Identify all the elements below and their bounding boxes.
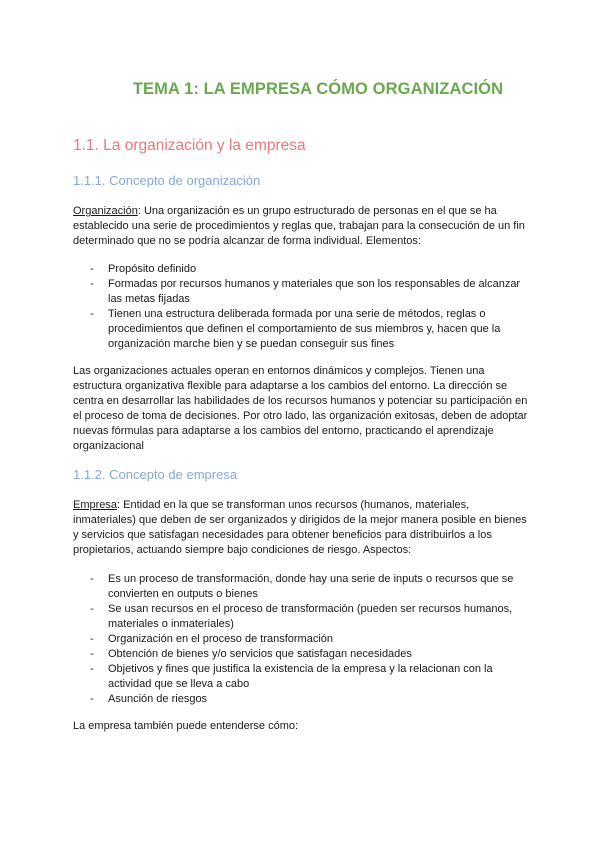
bullet-dash: - [90, 573, 94, 585]
bullet-dash: - [90, 308, 94, 320]
list-item [73, 692, 533, 707]
empresa-definition [73, 498, 533, 558]
term-empresa: Empresa [73, 499, 118, 511]
organizaciones-actuales-paragraph: Las organizaciones actuales operan en entornos dinámicos y complejos. Tienen una estructura organizativa flexible para adaptarse a los cambios del entorno. La dirección se centra en desarrollar las habilidades de los recursos humanos y potenciar su participación en el proceso de toma de decisiones. Por otro lado, las organización exitosas, deben de adoptar nuevas fórmulas para adaptarse a los cambios del entorno, practicando el aprendizaje organizacional [73, 365, 528, 452]
empresa-aspects-list [73, 572, 533, 707]
list-item [73, 307, 533, 352]
page-title: TEMA 1: LA EMPRESA CÓMO ORGANIZACIÓN [132, 80, 504, 98]
list-item-text: Asunción de riesgos [108, 693, 208, 705]
list-item-text: Obtención de bienes y/o servicios que satisfagan necesidades [108, 648, 412, 660]
list-item [73, 262, 533, 277]
list-item [73, 647, 533, 662]
term-organizacion: Organización [73, 205, 138, 217]
bullet-dash: - [90, 648, 94, 660]
bullet-dash: - [90, 633, 94, 645]
subsection-heading-1-1-1: 1.1.1. Concepto de organización [73, 173, 261, 188]
list-item-text: Objetivos y fines que justifica la existencia de la empresa y la relacionan con la actividad que se lleva a cabo [108, 663, 493, 690]
list-item [73, 662, 533, 692]
list-item-text: Propósito definido [108, 263, 197, 275]
bullet-dash: - [90, 663, 94, 675]
list-item-text: Es un proceso de transformación, donde hay una serie de inputs o recursos que se convierten en outputs o bienes [108, 573, 514, 600]
organizacion-definition-text: : Una organización es un grupo estructurado de personas en el que se ha establecido una serie de procedimientos y reglas que, trabajan para la consecución de un fin determinado que no se podría alcanzar de forma individual. Elementos: [73, 205, 525, 247]
section-heading-1-1: 1.1. La organización y la empresa [73, 137, 306, 154]
list-item [73, 602, 533, 632]
list-item-text: Organización en el proceso de transformación [108, 633, 334, 645]
empresa-definition-text: : Entidad en la que se transforman unos recursos (humanos, materiales, inmateriales) que deben de ser organizados y dirigidos de la mejor manera posible en bienes y servicios que satisfagan necesidades para obtener beneficios para distribuirlos a los propietarios, actuando siempre bajo condiciones de riesgo. Aspectos: [73, 499, 527, 556]
bullet-dash: - [90, 278, 94, 290]
list-item-text: Se usan recursos en el proceso de transformación (pueden ser recursos humanos, materiales o inmateriales) [108, 603, 513, 630]
list-item-text: Tienen una estructura deliberada formada por una serie de métodos, reglas o procedimientos que definen el comportamiento de sus miembros y, hacen que la organización marche bien y se puedan conseguir sus fines [108, 308, 501, 350]
list-item [73, 277, 533, 307]
bullet-dash: - [90, 603, 94, 615]
bullet-dash: - [90, 693, 94, 705]
empresa-closing-line: La empresa también puede entenderse cómo: [73, 720, 299, 732]
organizacion-elements-list [73, 262, 533, 352]
list-item-text: Formadas por recursos humanos y materiales que son los responsables de alcanzar las metas fijadas [108, 278, 521, 305]
organizacion-definition [73, 204, 533, 249]
list-item [73, 632, 533, 647]
list-item [73, 572, 533, 602]
subsection-heading-1-1-2: 1.1.2. Concepto de empresa [73, 467, 238, 482]
bullet-dash: - [90, 263, 94, 275]
